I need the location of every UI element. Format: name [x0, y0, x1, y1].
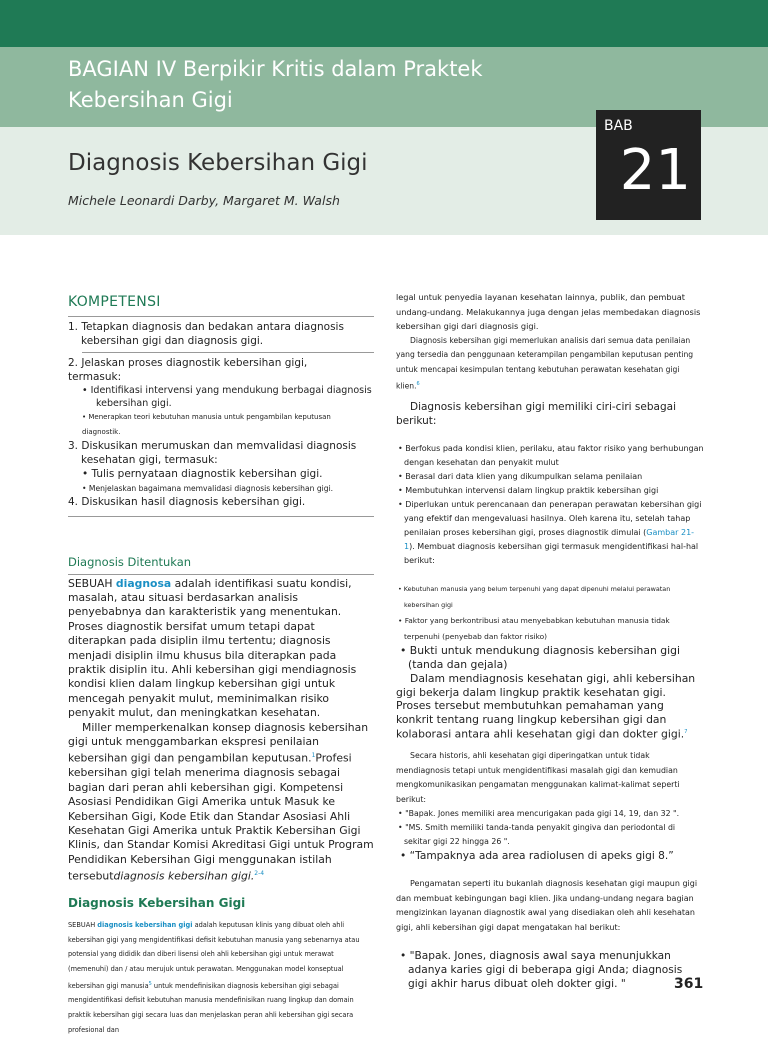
paragraph: [396, 334, 704, 395]
term-diagnosa: diagnosa: [115, 576, 172, 590]
term-diagnosis-kebersihan-gigi: diagnosis kebersihan gigi: [97, 921, 193, 930]
competency-2-bullet-1: • Identifikasi intervensi yang mendukung berbagai diagnosis: [82, 385, 372, 396]
paragraph: Secara historis, ahli kesehatan gigi diperingatkan untuk tidak mendiagnosis tetapi untuk mengidentifikasi masalah gigi dan kemudian mengkomunikasikan pengamatan menggunakan kalimat-kalimat seperti berikut:: [396, 751, 680, 804]
competency-1-cont: kebersihan gigi dan diagnosis gigi.: [81, 334, 264, 347]
header-band-top: [0, 0, 768, 47]
competency-3-bullet-2: • Menjelaskan bagaimana memvalidasi diagnosis kebersihan gigi.: [82, 484, 334, 493]
text: Profesi kebersihan gigi telah menerima diagnosis sebagai bagian dari peran ahli kebersihan gigi. Kompetensi Asosiasi Pendidikan Gigi Amerika untuk Masuk ke Kebersihan Gigi, Kode Etik dan Standar Asosiasi Ahli Kesehatan Gigi Amerika untuk Praktik Kebersihan Gigi Klinis, dan Standar Komisi Akreditasi Gigi untuk Program Pendidikan Kebersihan Gigi menggunakan istilah tersebut: [68, 751, 374, 883]
text: SEBUAH: [68, 576, 116, 590]
competency-3-bullet-1: • Tulis pernyataan diagnostik kebersihan gigi.: [82, 468, 323, 480]
competency-2-cont: termasuk:: [68, 370, 122, 383]
paragraph: [68, 918, 374, 1037]
paragraph: Diagnosis kebersihan gigi memiliki ciri-ciri sebagai berikut:: [396, 401, 676, 428]
list-item: • Bukti untuk mendukung diagnosis kebersihan gigi (tanda dan gejala): [400, 644, 680, 672]
kompetensi-heading: KOMPETENSI: [68, 294, 161, 310]
competency-3-cont: kesehatan gigi, termasuk:: [81, 453, 218, 466]
text: ). Membuat diagnosis kebersihan gigi termasuk mengidentifikasi hal-hal berikut:: [404, 542, 699, 566]
figure-link[interactable]: Gambar 21-1: [404, 528, 695, 552]
text: Diagnosis kebersihan gigi memerlukan analisis dari semua data penilaian yang tersedia dan penggunaan keterampilan pengambilan keputusan penting untuk mencapai kesimpulan tentang kebutuhan perawatan kesehatan gigi klien.: [396, 335, 694, 391]
competency-2-bullet-2: • Menerapkan teori kebutuhan manusia untuk pengambilan keputusan: [82, 413, 331, 421]
paragraph: [68, 721, 374, 885]
competency-4: 4. Diskusikan hasil diagnosis kebersihan gigi.: [68, 496, 306, 508]
competency-1: 1. Tetapkan diagnosis dan bedakan antara diagnosis: [68, 321, 344, 333]
divider: [68, 316, 374, 317]
page-number: 361: [674, 976, 704, 992]
citation-ref[interactable]: 7: [684, 729, 688, 736]
list-item: • Membutuhkan intervensi dalam lingkup praktik kebersihan gigi: [398, 486, 659, 496]
emphasis-term: diagnosis kebersihan gigi.: [113, 869, 255, 883]
spacer: [396, 935, 704, 949]
citation-ref[interactable]: 1: [311, 752, 316, 760]
list-item: • Berasal dari data klien yang dikumpulkan selama penilaian: [398, 472, 643, 482]
chapter-label: BAB: [604, 118, 633, 134]
paragraph: Pengamatan seperti itu bukanlah diagnosis kesehatan gigi maupun gigi dan membuat kebingungan bagi klien. Jika undang-undang negara bagian mengizinkan layanan diagnostik awal yang disediakan oleh ahli kesehatan gigi, ahli kebersihan gigi dapat mengatakan hal berikut:: [396, 879, 698, 932]
list-item: • "Bapak. Jones, diagnosis awal saya menunjukkan adanya karies gigi di beberapa gigi Anda; diagnosis gigi akhir harus dibuat oleh dokter gigi. ": [400, 950, 683, 991]
list-item: • "Bapak. Jones memiliki area mencurigakan pada gigi 14, 19, dan 32 ".: [398, 809, 680, 819]
paragraph: [68, 577, 374, 721]
section-title: BAGIAN IV Berpikir Kritis dalam Praktek Kebersihan Gigi: [68, 57, 483, 112]
chapter-number-box: [596, 110, 701, 220]
divider: [68, 516, 374, 517]
competency-3: 3. Diskusikan merumuskan dan memvalidasi diagnosis: [68, 440, 357, 452]
list-item: • “Tampaknya ada area radiolusen di apeks gigi 8.”: [400, 850, 674, 863]
competency-2-bullet-1-cont: kebersihan gigi.: [96, 398, 172, 409]
list-item: • Berfokus pada kondisi klien, perilaku, atau faktor risiko yang berhubungan dengan kesehatan dan penyakit mulut: [398, 444, 704, 468]
subheading-diagnosis-ditentukan: Diagnosis Ditentukan: [68, 554, 192, 569]
text: Miller memperkenalkan konsep diagnosis kebersihan gigi untuk menggambarkan ekspresi penilaian kebersihan gigi dan pengambilan keputusan.: [68, 720, 369, 765]
spacer: [396, 568, 704, 582]
text: adalah keputusan klinis yang dibuat oleh ahli kebersihan gigi yang mengidentifikasi defisit kebutuhan manusia yang sebenarnya atau potensial yang dididik dan diberi lisensi oleh ahli kebersihan gigi untuk merawat (memenuhi) dan / atau merujuk untuk perawatan. Menggunakan model konseptual kebersihan gigi manusia: [68, 921, 360, 990]
list-item: [396, 498, 704, 568]
divider: [82, 352, 374, 353]
text: adalah identifikasi suatu kondisi, masalah, atau situasi berdasarkan analisis penyebabnya dan karakteristik yang menentukan. Proses diagnostik bersifat umum tetapi dapat diterapkan pada disiplin ilmu tertentu; diagnosis menjadi disiplin ilmu khusus bila diterapkan pada praktik disiplin itu. Ahli kebersihan gigi mendiagnosis kondisi klien dalam lingkup kebersihan gigi untuk mencegah penyakit mulut, meminimalkan risiko penyakit mulut, dan meningkatkan kesehatan.: [68, 576, 357, 720]
divider: [68, 574, 374, 575]
competency-2: 2. Jelaskan proses diagnostik kebersihan gigi,: [68, 357, 308, 369]
list-item: • Kebutuhan manusia yang belum terpenuhi yang dapat dipenuhi melalui perawatan kebersihan gigi: [398, 585, 671, 609]
left-column: [68, 290, 374, 1037]
text: Dalam mendiagnosis kesehatan gigi, ahli kebersihan gigi bekerja dalam lingkup praktik kesehatan gigi. Proses tersebut membutuhkan pemahaman yang konkrit tentang ruang lingkup kebersihan gigi dan kolaborasi antara ahli kesehatan gigi dan dokter gigi.: [396, 672, 696, 741]
subheading-diagnosis-kebersihan-gigi: Diagnosis Kebersihan Gigi: [68, 896, 246, 911]
chapter-authors: Michele Leonardi Darby, Margaret M. Walsh: [68, 193, 340, 208]
text: • Diperlukan untuk perencanaan dan penerapan perawatan kebersihan gigi yang efektif dan mengevaluasi hasilnya. Oleh karena itu, setelah tahap penilaian proses kebersihan gigi, proses diagnostik dimulai (: [398, 500, 702, 538]
citation-ref[interactable]: 5: [148, 980, 152, 987]
chapter-number: 21: [619, 138, 691, 203]
list-item: • "MS. Smith memiliki tanda-tanda penyakit gingiva dan periodontal di sekitar gigi 22 hingga 26 ".: [398, 823, 676, 847]
competency-2-bullet-2-cont: diagnostik.: [82, 428, 121, 436]
paragraph: [396, 672, 704, 741]
text: untuk mendefinisikan diagnosis kebersihan gigi sebagai mengidentifikasi defisit kebutuhan manusia mendefinisikan ruang lingkup dan domain praktik kebersihan gigi secara luas dan menjelaskan peran ahli kebersihan gigi secara profesional dan: [68, 981, 354, 1034]
chapter-title: Diagnosis Kebersihan Gigi: [68, 150, 368, 176]
citation-ref[interactable]: 6: [416, 381, 420, 387]
paragraph: legal untuk penyedia layanan kesehatan lainnya, publik, dan pembuat undang-undang. Melakukannya juga dengan jelas membedakan diagnosis kebersihan gigi dari diagnosis gigi.: [396, 292, 701, 331]
text: SEBUAH: [68, 921, 98, 930]
list-item: • Faktor yang berkontribusi atau menyebabkan kebutuhan manusia tidak terpenuhi (penyebab dan faktor risiko): [398, 616, 670, 641]
citation-ref[interactable]: 2-4: [254, 870, 265, 878]
right-column: [396, 290, 704, 991]
